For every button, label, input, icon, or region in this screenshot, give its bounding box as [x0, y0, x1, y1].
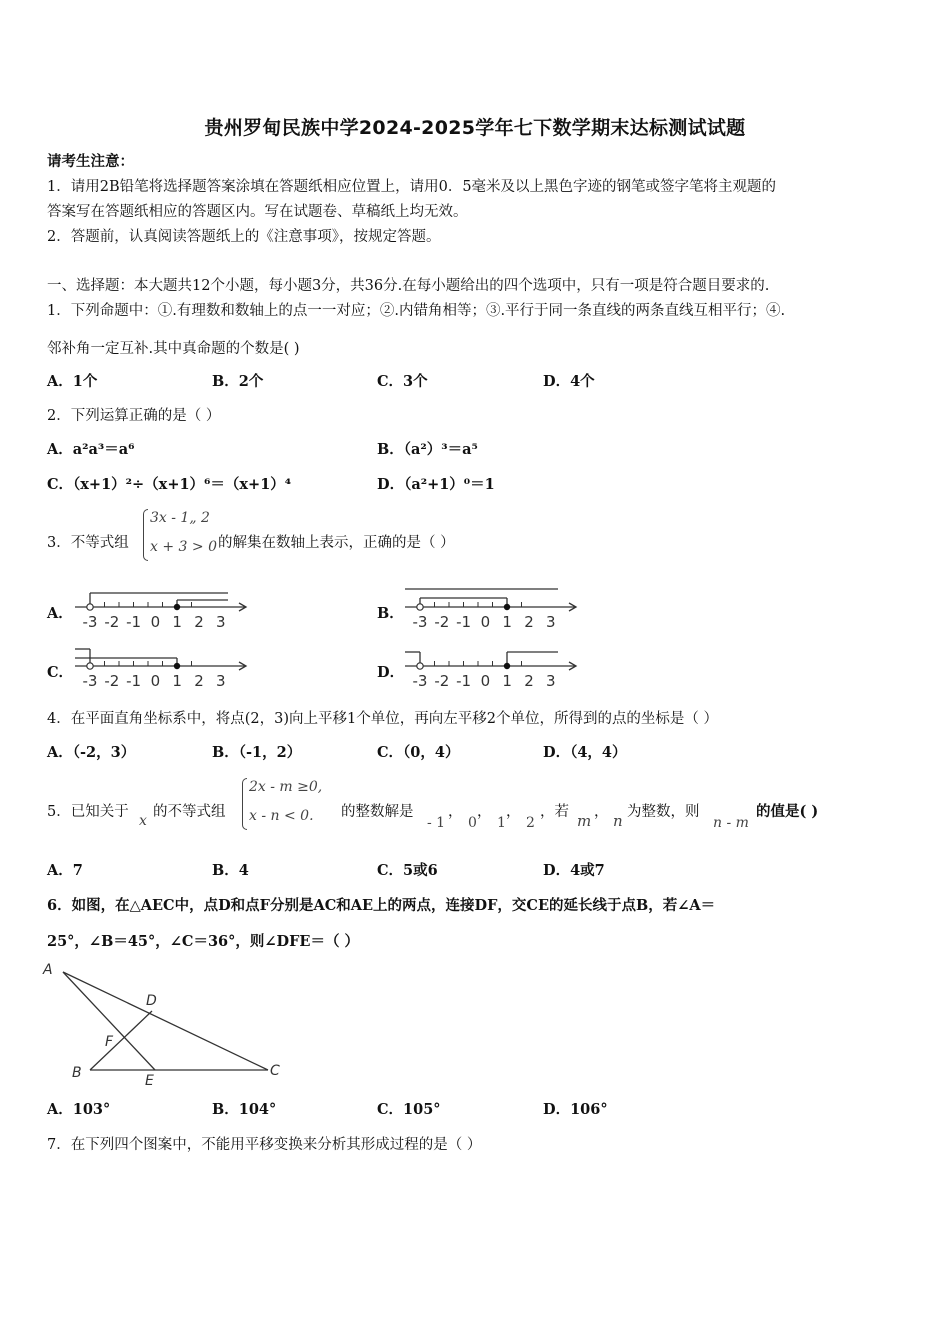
tick-label: 2 [524, 613, 534, 631]
q5-stem-mid: 的不等式组 [153, 804, 226, 820]
q5-value-4: 2 [526, 815, 535, 831]
q3-system-brace [143, 509, 148, 561]
q5-expression: n - m [713, 815, 749, 831]
q4-option-c: C．（0，4） [377, 744, 460, 761]
tick-label: -3 [82, 672, 98, 690]
q4-option-b: B．（-1，2） [212, 744, 302, 761]
label-e: E [145, 1073, 154, 1089]
tick-label: -2 [104, 672, 120, 690]
q7-stem: 7．在下列四个图案中，不能用平移变换来分析其形成过程的是（ ） [47, 1137, 482, 1153]
tick-label: 2 [524, 672, 534, 690]
tick-label: 3 [216, 672, 226, 690]
notice-heading: 请考生注意： [47, 153, 134, 170]
q5-option-c: C．5或6 [377, 862, 438, 879]
tick-label: 1 [172, 613, 182, 631]
tick-label: -2 [104, 613, 120, 631]
tick-label: 0 [480, 672, 491, 690]
q4-stem: 4．在平面直角坐标系中，将点(2，3)向上平移1个单位，再向左平移2个单位，所得到的点的坐标是（ ） [47, 711, 719, 727]
segment-bd [90, 1011, 152, 1070]
q6-option-b: B．104° [212, 1101, 277, 1118]
open-point [87, 663, 93, 669]
closed-point [504, 604, 510, 610]
tick-label: -1 [126, 672, 142, 690]
q6-option-c: C．105° [377, 1101, 441, 1118]
q5-stem-post-1: 的整数解是 [341, 804, 414, 820]
tick-label: 3 [546, 672, 556, 690]
q3-system-line-2: x + 3 > 0 [150, 539, 217, 555]
q5-var-n: n [613, 812, 623, 830]
open-point [87, 604, 93, 610]
tick-label: -3 [412, 613, 428, 631]
q2-option-b: B．（a²）³＝a⁵ [377, 441, 478, 458]
tick-label: -3 [82, 613, 98, 631]
q2-option-a: A．a²a³＝a⁶ [47, 441, 135, 458]
tick-label: 1 [502, 613, 512, 631]
q3-stem-post: 的解集在数轴上表示，正确的是（ ） [218, 535, 455, 551]
q3-option-d-label: D． [377, 664, 405, 681]
q5-value-1: - 1 [427, 815, 446, 831]
tick-label: -2 [434, 613, 450, 631]
q5-value-2: 0 [468, 815, 477, 831]
q5-value-3: 1 [497, 815, 506, 831]
notice-line-3: 2．答题前，认真阅读答题纸上的《注意事项》，按规定答题。 [47, 229, 441, 245]
q3-system-line-1: 3x - 1„ 2 [150, 510, 210, 526]
q6-triangle-figure [38, 958, 298, 1090]
tick-label: -1 [456, 613, 472, 631]
open-point [417, 604, 423, 610]
q5-option-a: A．7 [47, 862, 83, 879]
q1-stem-line-2: 邻补角一定互补.其中真命题的个数是( ) [47, 341, 300, 357]
q6-stem-line-2: 25°，∠B＝45°，∠C＝36°，则∠DFE＝（ ） [47, 933, 359, 950]
tick-label: 3 [216, 613, 226, 631]
q3-number-line-d [400, 644, 585, 694]
closed-point [174, 604, 180, 610]
q1-option-d: D．4个 [543, 373, 595, 390]
tick-label: -1 [456, 672, 472, 690]
q3-number-line-b [400, 585, 585, 635]
tick-label: -2 [434, 672, 450, 690]
section-1-heading: 一、选择题：本大题共12个小题，每小题3分，共36分.在每小题给出的四个选项中，只有一项是符合题目要求的. [47, 278, 770, 294]
label-c: C [270, 1063, 280, 1079]
notice-line-2: 答案写在答题纸相应的答题区内。写在试题卷、草稿纸上均无效。 [47, 204, 468, 220]
q5-stem-pre: 5．已知关于 [47, 804, 129, 820]
closed-point [174, 663, 180, 669]
q3-number-line-a [70, 585, 255, 635]
exam-page: 贵州罗甸民族中学2024-2025学年七下数学期末达标测试试题 请考生注意： 1．请用2B铅笔将选择题答案涂填在答题纸相应位置上，请用0．5毫米及以上黑色字迹的钢笔或签字笔将主观题的 答案写在答题纸相应的答题区内。写在试题卷、草稿纸上均无效。 2．答题前，认真阅读答题纸上的《注意事项》，按规定答题。 一、选择题：本大题共12个小题，每小题3分，共36分.在每小题给出的四个选项中，只有一项是符合题目要求的. 1．下列命题中：①.有理数和数轴上的点一一对应；②.内错角相等；③.平行于同一条直线的两条直线互相平行；④. 邻补角一定互补.其中真命题的个数是( ) A．1个 B．2个 C．3个 D．4个 2．下列运算正确的是（ ） A．a²a³＝a⁶ B．（a²）³＝a⁵ C．（x+1）²÷（x+1）⁶＝（x+1）⁴ D．（a²+1）⁰＝1 3．不等式组 3x - 1„ 2 x + 3 > 0 的解集在数轴上表示，正确的是（ ） A． B． C． D． -3 -2 -1 0 1 2 3 -3 -2 -1 0 1 2 3 -3 -2 -1 0 1 2 3 -3 -2 -1 0 1 2 3 4．在平面直角坐标系中，将点(2，3)向上平移1个单位，再向左平移2个单位，所得到的点的坐标是（ ） A．（-2，3） B．（-1，2） C．（0，4） D．（4，4） 5．已知关于 x 的不等式组 2x - m ≥0, x - n < 0. 的整数解是 - 1 ， 0 ， 1 ， 2 ，若 m ， n 为整数，则 n - m 的值是( ) A．7 B．4 C．5或6 D．4或7 6．如图，在△AEC中，点D和点F分别是AC和AE上的两点，连接DF，交CE的延长线于点B，若∠A＝ 25°，∠B＝45°，∠C＝36°，则∠DFE＝（ ） A D F B E C A．103° B．104° C．105° D．106° 7．在下列四个图案中，不能用平移变换来分析其形成过程的是（ ） [0, 0, 950, 1344]
q5-system-line-2: x - n < 0. [249, 808, 314, 824]
q5-var-m: m [577, 812, 592, 830]
tick-label: 0 [480, 613, 491, 631]
q5-option-b: B．4 [212, 862, 249, 879]
tick-label: 2 [194, 613, 204, 631]
label-f: F [105, 1034, 114, 1050]
q3-number-line-c [70, 644, 255, 694]
tick-label: 1 [172, 672, 182, 690]
q5-option-d: D．4或7 [543, 862, 605, 879]
q5-stem-post-3: 的值是( ) [756, 803, 819, 820]
q2-option-c: C．（x+1）²÷（x+1）⁶＝（x+1）⁴ [47, 476, 292, 493]
q1-option-a: A．1个 [47, 373, 98, 390]
q2-option-d: D．（a²+1）⁰＝1 [377, 476, 495, 493]
q3-option-b-label: B． [377, 605, 404, 622]
q6-option-a: A．103° [47, 1101, 111, 1118]
segment-ac [63, 972, 268, 1070]
open-point [417, 663, 423, 669]
closed-point [504, 663, 510, 669]
q6-option-d: D．106° [543, 1101, 608, 1118]
notice-line-1: 1．请用2B铅笔将选择题答案涂填在答题纸相应位置上，请用0．5毫米及以上黑色字迹的钢笔或签字笔将主观题的 [47, 179, 777, 195]
tick-label: 0 [150, 672, 161, 690]
page-title: 贵州罗甸民族中学2024-2025学年七下数学期末达标测试试题 [204, 117, 746, 139]
q6-stem-line-1: 6．如图，在△AEC中，点D和点F分别是AC和AE上的两点，连接DF，交CE的延长线于点B，若∠A＝ [47, 897, 716, 914]
tick-label: 1 [502, 672, 512, 690]
q2-stem: 2．下列运算正确的是（ ） [47, 408, 221, 424]
tick-label: 3 [546, 613, 556, 631]
q3-option-c-label: C． [47, 664, 74, 681]
label-d: D [146, 993, 157, 1009]
q1-stem-line-1: 1．下列命题中：①.有理数和数轴上的点一一对应；②.内错角相等；③.平行于同一条直线的两条直线互相平行；④. [47, 303, 786, 319]
q5-var-x: x [139, 813, 147, 829]
tick-label: 2 [194, 672, 204, 690]
q5-stem-post-2: 为整数，则 [627, 804, 700, 820]
q5-stem-ruo: ，若 [540, 804, 569, 820]
tick-label: -1 [126, 613, 142, 631]
q3-option-a-label: A． [47, 605, 73, 622]
label-b: B [72, 1065, 82, 1081]
tick-label: 0 [150, 613, 161, 631]
q4-option-a: A．（-2，3） [47, 744, 136, 761]
q3-stem-pre: 3．不等式组 [47, 535, 129, 551]
tick-label: -3 [412, 672, 428, 690]
q5-system-brace [242, 778, 247, 830]
q4-option-d: D．（4，4） [543, 744, 627, 761]
q5-system-line-1: 2x - m ≥0, [249, 779, 323, 795]
q1-option-c: C．3个 [377, 373, 428, 390]
q1-option-b: B．2个 [212, 373, 264, 390]
label-a: A [43, 962, 53, 978]
